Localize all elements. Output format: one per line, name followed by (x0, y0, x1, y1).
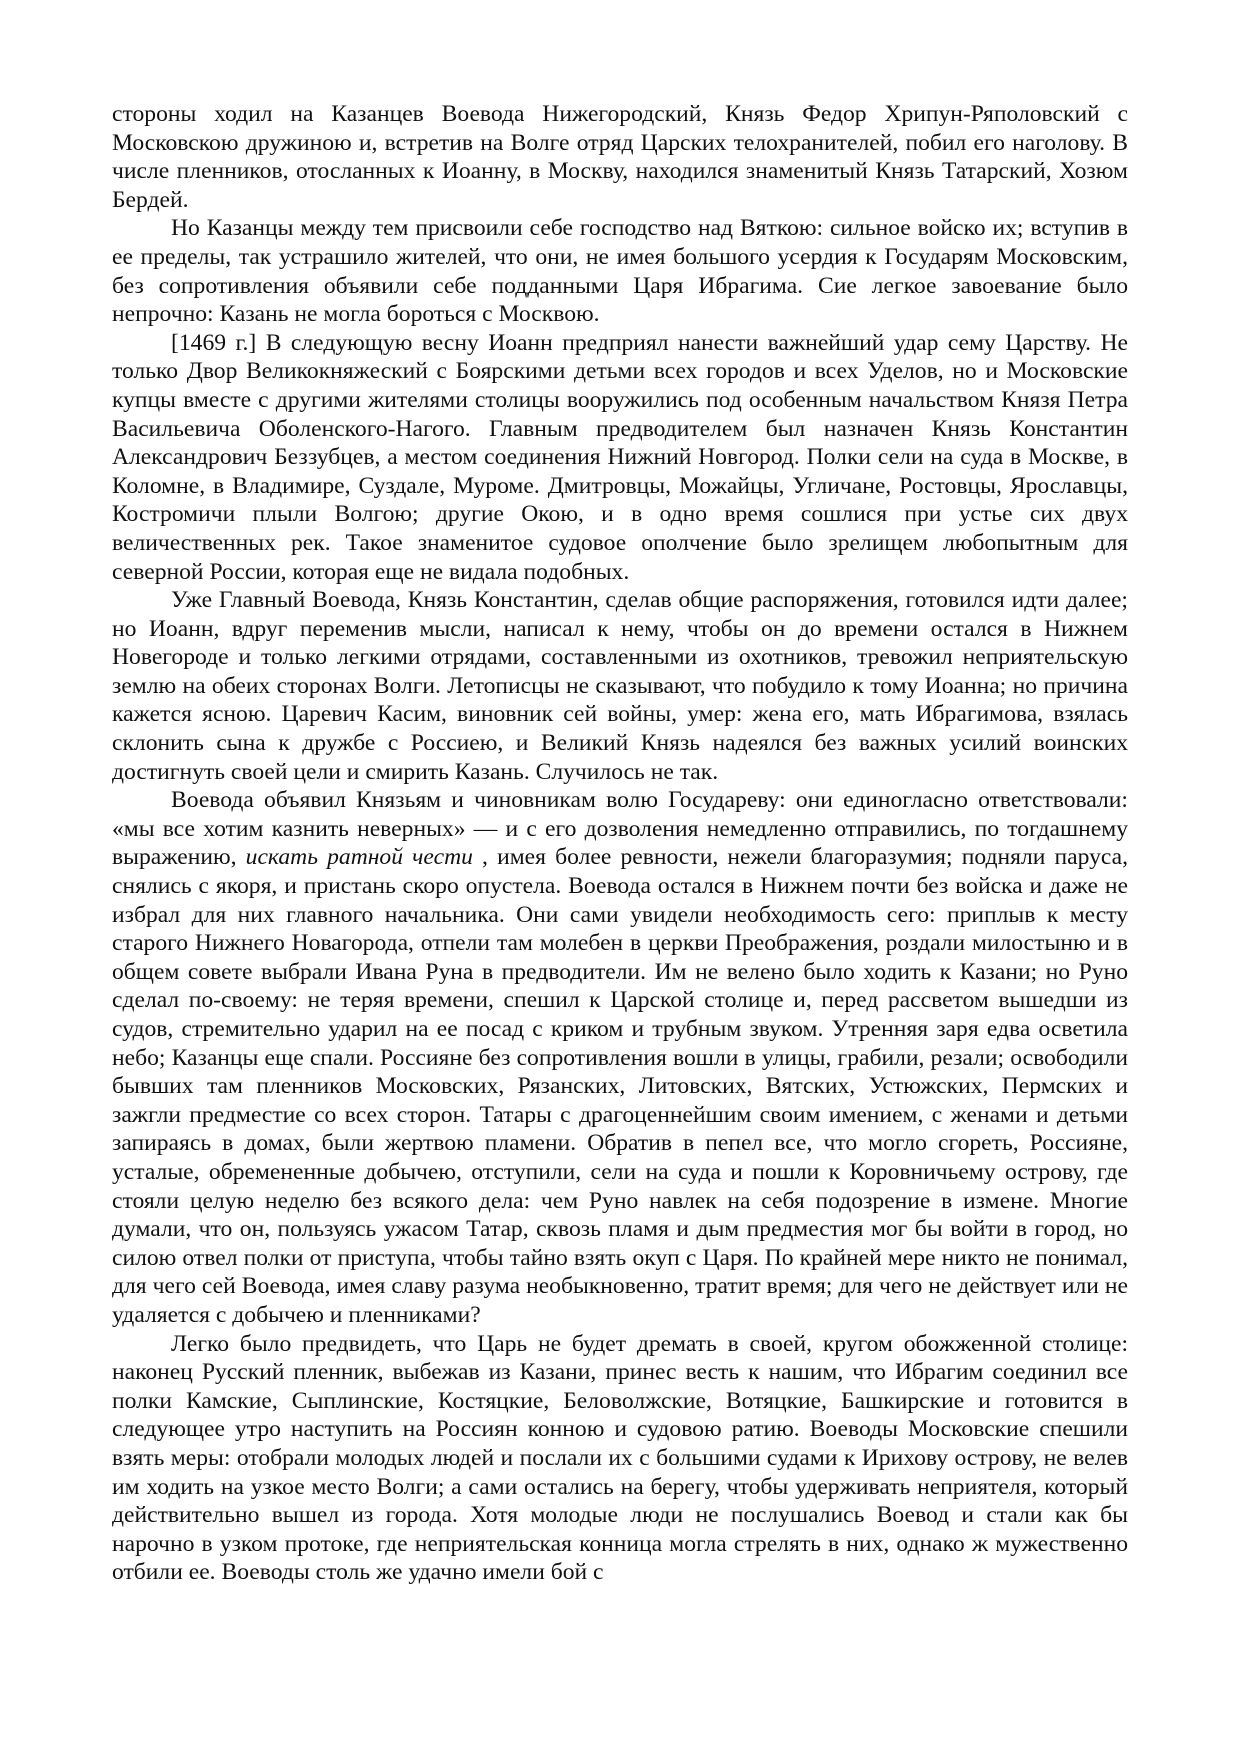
document-page (112, 100, 1128, 1587)
paragraph-ioann-orders: Уже Главный Воевода, Князь Константин, сделав общие распоряжения, готовился идти далее; но Иоанн, вдруг переменив мысли, написал к нему, чтобы он до времени остался в Нижнем Новегороде и только легкими отрядами, составленными из охотников, тревожил неприятельскую землю на обеих сторонах Волги. Летописцы не сказывают, что побудило к тому Иоанна; но причина кажется ясною. Царевич Касим, виновник сей войны, умер: жена его, мать Ибрагимова, взялась склонить сына к дружбе с Россиею, и Великий Князь надеялся без важных усилий воинских достигнуть своей цели и смирить Казань. Случилось не так. (112, 587, 1128, 785)
paragraph-runo-raid-text-after: , имея более ревности, нежели благоразумия; подняли паруса, снялись с якоря, и пристань скоро опустела. Воевода остался в Нижнем почти без войска и даже не избрал для них главного начальника. Они сами увидели необходимость сего: приплыв к месту старого Нижнего Новагорода, отпели там молебен в церкви Преображения, роздали милостыню и в общем совете выбрали Ивана Руна в предводители. Им не велено было ходить к Казани; но Руно сделал по-своему: не теряя времени, спешил к Царской столице и, перед рассветом вышедши из судов, стремительно ударил на ее посад с криком и трубным звуком. Утренняя заря едва осветила небо; Казанцы еще спали. Россияне без сопротивления вошли в улицы, грабили, резали; освободили бывших там пленников Московских, Рязанских, Литовских, Вятских, Устюжских, Пермских и зажгли предместие со всех сторон. Татары с драгоценнейшим своим имением, с женами и детьми запираясь в домах, были жертвою пламени. Обратив в пепел все, что могло сгореть, Россияне, усталые, обремененные добычею, отступили, сели на суда и пошли к Коровничьему острову, где стояли целую неделю без всякого дела: чем Руно навлек на себя подозрение в измене. Многие думали, что он, пользуясь ужасом Татар, сквозь пламя и дым предместия мог бы войти в город, но силою отвел полки от приступа, чтобы тайно взять окуп с Царя. По крайней мере никто не понимал, для чего сей Воевода, имея славу разума необыкновенно, тратит время; для чего не действует или не удаляется с добычею и пленниками? (112, 844, 1128, 1328)
paragraph-runo-raid (112, 786, 1128, 1329)
italic-phrase: искать ратной чести (245, 844, 473, 871)
paragraph-ibragim-counterattack: Легко было предвидеть, что Царь не будет дремать в своей, кругом обожженной столице: наконец Русский пленник, выбежав из Казани, принес весть к нашим, что Ибрагим соединил все полки Камские, Сыплинские, Костяцкие, Беловолжские, Вотяцкие, Башкирские и готовится в следующее утро наступить на Россиян конною и судовою ратию. Воеводы Московские спешили взять меры: отобрали молодых людей и послали их с большими судами к Ирихову острову, не велев им ходить на узкое место Волги; а сами остались на берегу, чтобы удерживать неприятеля, который действительно вышел из города. Хотя молодые люди не послушались Воевод и стали как бы нарочно в узком протоке, где неприятельская конница могла стрелять в них, однако ж мужественно отбили ее. Воеводы столь же удачно имели бой с (112, 1330, 1128, 1586)
paragraph-continuation: стороны ходил на Казанцев Воевода Нижегородский, Князь Федор Хрипун-Ряполовский с Московскою дружиною и, встретив на Волге отряд Царских телохранителей, побил его наголову. В числе пленников, отосланных к Иоанну, в Москву, находился знаменитый Князь Татарский, Хозюм Бердей. (112, 101, 1128, 213)
paragraph-vyatka: Но Казанцы между тем присвоили себе господство над Вяткою: сильное войско их; вступив в ее пределы, так устрашило жителей, что они, не имея большого усердия к Государям Московским, без сопротивления объявили себе подданными Царя Ибрагима. Сие легкое завоевание было непрочно: Казань не могла бороться с Москвою. (112, 215, 1128, 328)
paragraph-runo-raid-text-before: Воевода объявил Князьям и чиновникам волю Государеву: они единогласно ответствовали: «мы все хотим казнить неверных» — и с его дозволения немедленно отправились, по тогдашнему выражению, (112, 787, 1128, 871)
paragraph-1469-campaign: [1469 г.] В следующую весну Иоанн предприял нанести важнейший удар сему Царству. Не только Двор Великокняжеский с Боярскими детьми всех городов и всех Уделов, но и Московские купцы вместе с другими жителями столицы вооружились под особенным начальством Князя Петра Васильевича Оболенского-Нагого. Главным предводителем был назначен Князь Константин Александрович Беззубцев, а местом соединения Нижний Новгород. Полки сели на суда в Москве, в Коломне, в Владимире, Суздале, Муроме. Дмитровцы, Можайцы, Угличане, Ростовцы, Ярославцы, Костромичи плыли Волгою; другие Окою, и в одно время сошлися при устье сих двух величественных рек. Такое знаменитое судовое ополчение было зрелищем любопытным для северной России, которая еще не видала подобных. (112, 329, 1128, 585)
